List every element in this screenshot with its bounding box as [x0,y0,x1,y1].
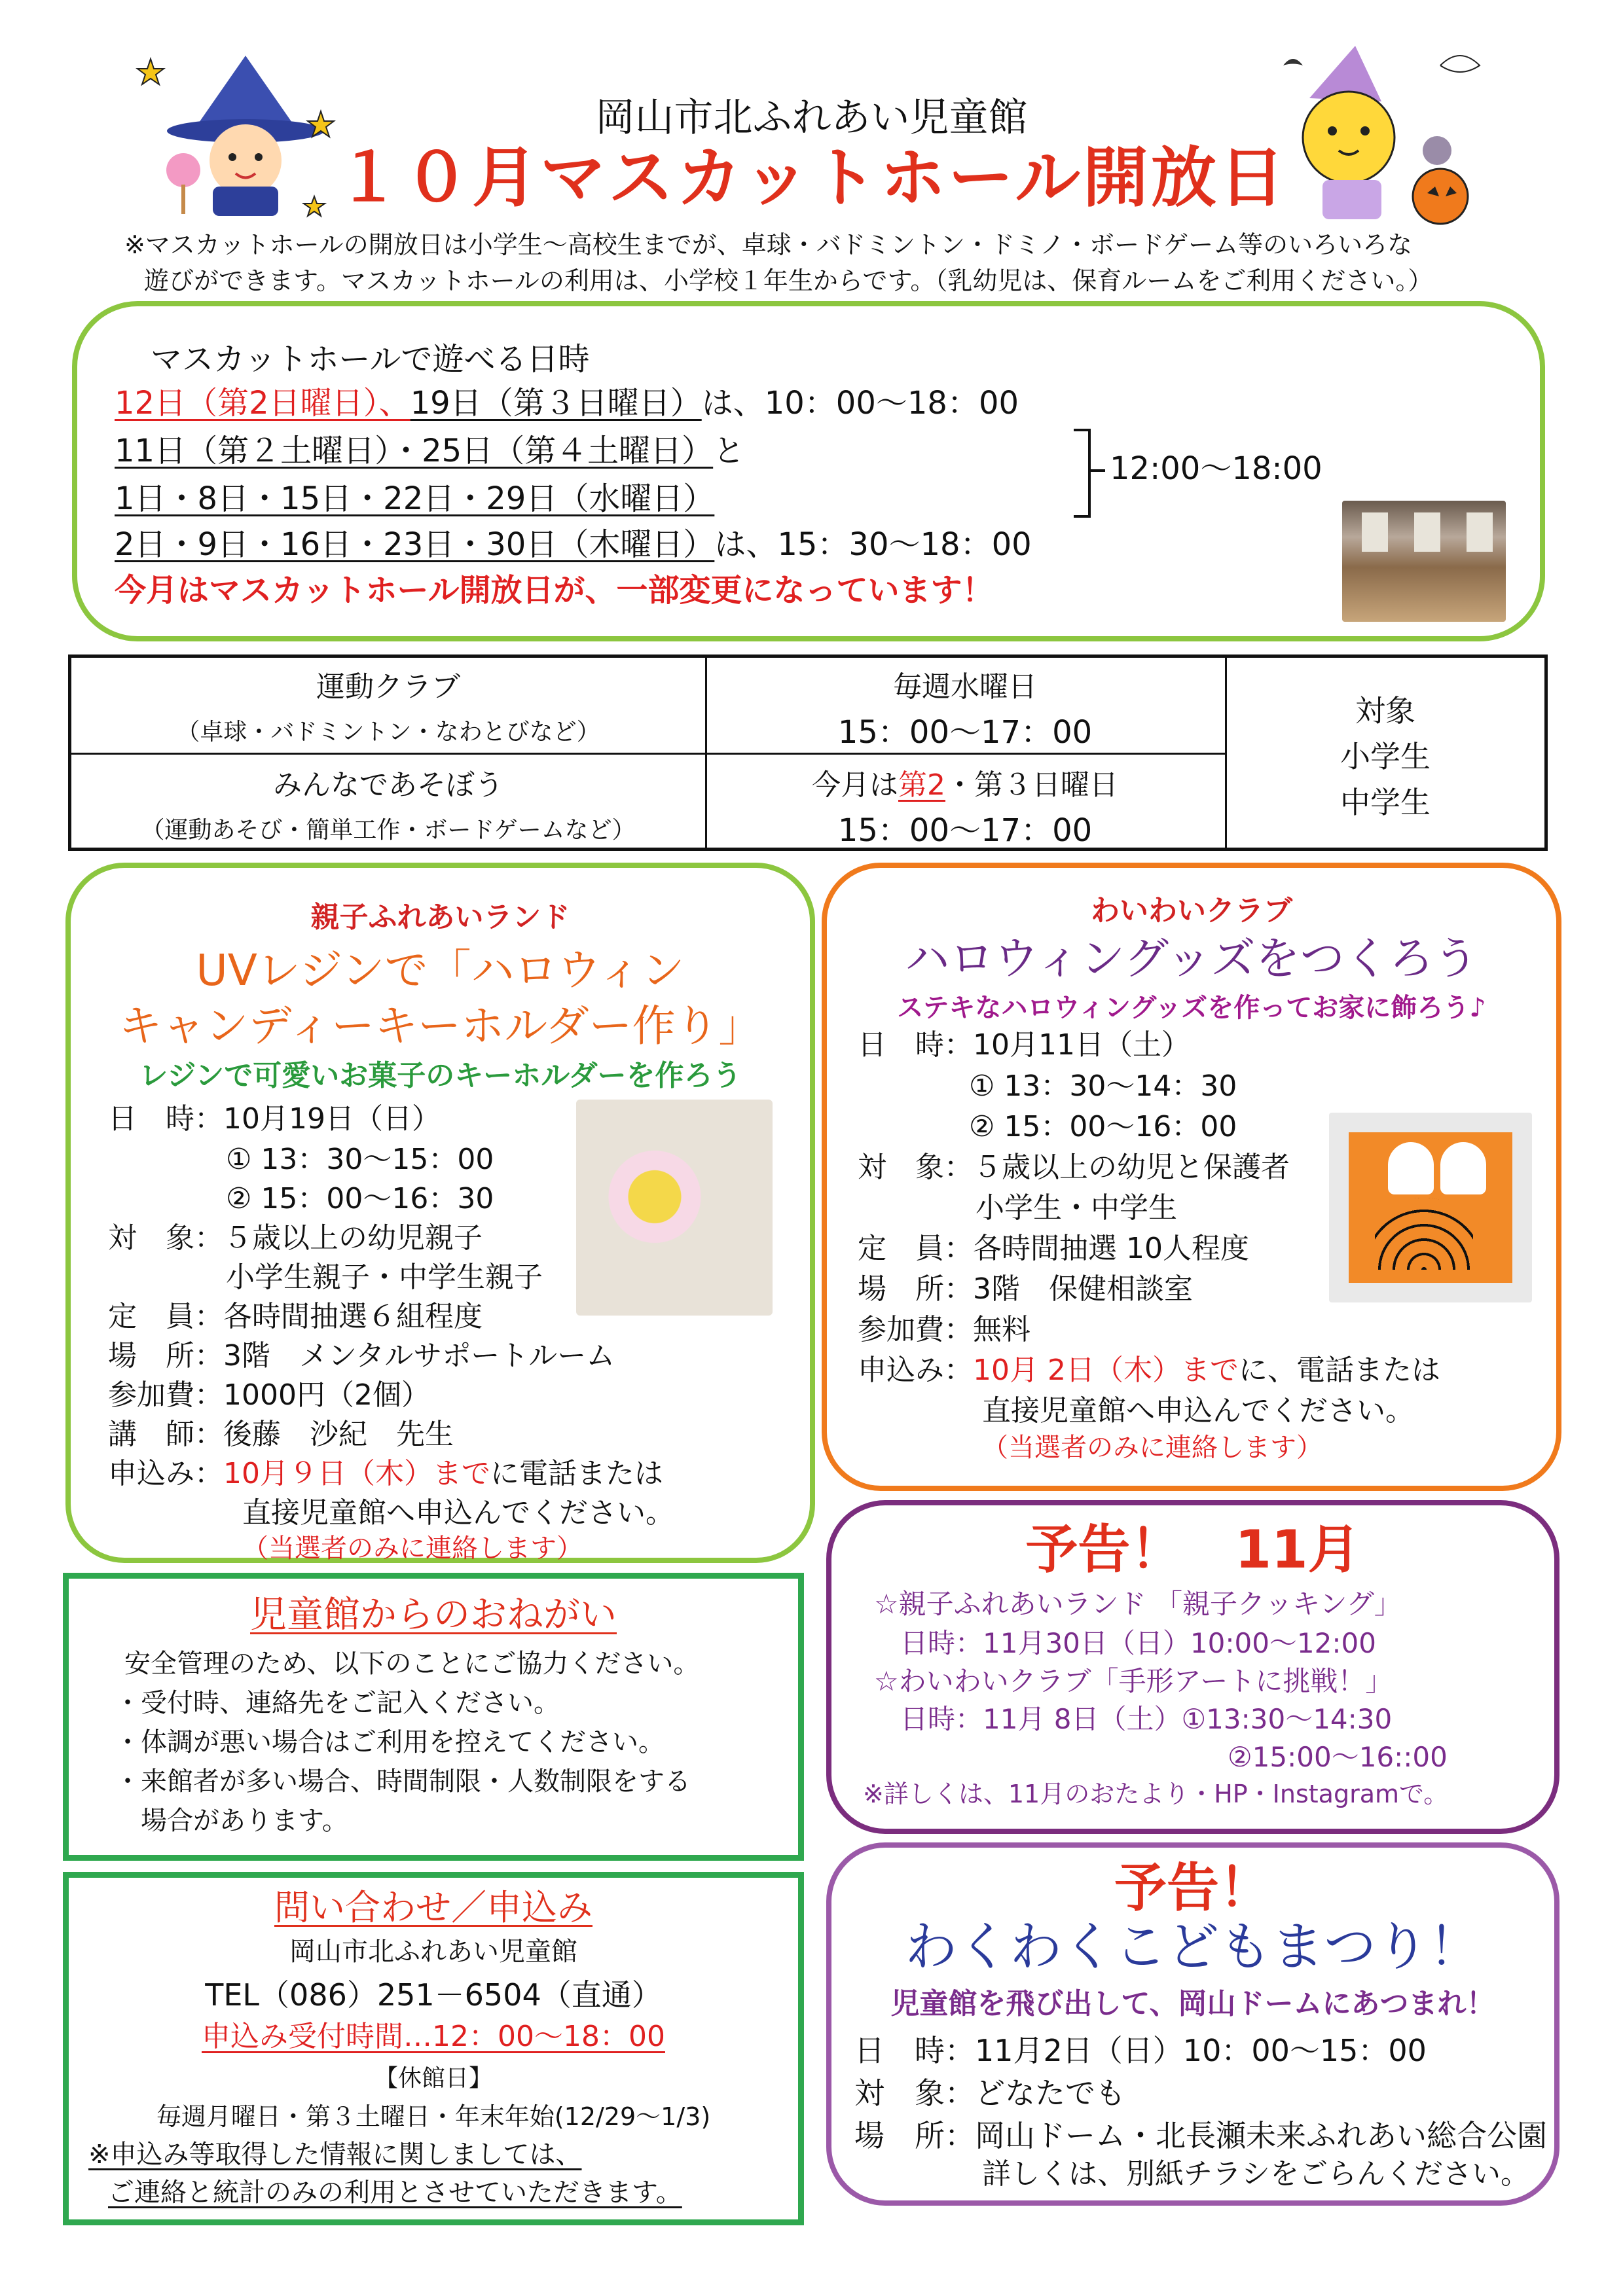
oyako-target-1: ５歳以上の幼児親子 [223,1221,483,1255]
waiwai-apply-deadline: 10月 2日（木）まで [973,1354,1239,1387]
schedule-line4-days: 2日・9日・16日・23日・30日（木曜日） [115,526,715,563]
oyako-capacity-row [108,1302,483,1331]
festival-target: どなたでも [975,2075,1125,2111]
waiwai-target-2: 小学生・中学生 [976,1191,1177,1225]
contact-closed-label: 【休館日】 [374,2065,492,2092]
schedule-line3-days: 1日・8日・15日・22日・29日（水曜日） [115,480,715,517]
oyako-subtitle: レジンで可愛いお菓子のキーホルダーを作ろう [139,1059,742,1092]
requests-item-3: ・来館者が多い場合、時間制限・人数制限をする [115,1767,691,1797]
schedule-notice: 今月はマスカットホール開放日が、一部変更になっています！ [115,572,994,609]
keyholder-photo [576,1100,773,1316]
schedule-line-2 [115,435,744,467]
table-target-2: 中学生 [1340,785,1431,820]
table-r2c1-sub: （運動あそび・簡単工作・ボードゲームなど） [141,817,636,844]
oyako-place: 3階 メンタルサポートルーム [223,1339,615,1372]
schedule-line2-days: 11日（第２土曜日）・25日（第４土曜日） [115,433,714,469]
oyako-place-label: 場 所： [108,1339,223,1372]
oyako-fee-label: 参加費： [108,1378,223,1412]
waiwai-place-row [858,1272,1193,1306]
waiwai-apply-2: 直接児童館へ申込んでください。 [982,1394,1414,1427]
november-note: ※詳しくは、11月のおたより・HP・Instagramで。 [863,1780,1449,1808]
requests-item-2: ・体調が悪い場合はご利用を控えてください。 [115,1727,665,1757]
waiwai-capacity-label: 定 員： [858,1232,973,1265]
waiwai-target-1: ５歳以上の幼児と保護者 [973,1151,1290,1184]
schedule-line1-days: 19日（第３日曜日） [410,385,702,422]
oyako-place-row [108,1339,615,1372]
november-item-2: ☆わいわいクラブ「手形アートに挑戦！」 [874,1665,1393,1697]
waiwai-fee-row [858,1313,1030,1346]
festival-title-1: 予告！ [1114,1857,1271,1918]
requests-intro: 安全管理のため、以下のことにご協力ください。 [124,1649,700,1679]
table-r2c2-pre: 今月は [812,768,898,802]
november-item-2-date: 日時：11月 8日（土）①13:30～14:30 [900,1703,1393,1735]
waiwai-place-label: 場 所： [858,1272,973,1306]
table-r2c2-red: 第2 [898,768,945,802]
contact-hours-text: 申込み受付時間…12：00～18：00 [202,2020,665,2053]
table-r2c2-post: ・第３日曜日 [945,768,1118,802]
oyako-apply-label: 申込み： [108,1457,223,1490]
table-r1c2-main: 毎週水曜日 [893,670,1037,704]
oyako-fee: 1000円（2個） [223,1378,430,1412]
oyako-target-row [108,1221,483,1255]
festival-title-2: わくわくこどもまつり！ [905,1916,1481,1977]
club-schedule-table [68,655,1548,851]
waiwai-label: わいわいクラブ [1091,894,1292,927]
waiwai-apply-rest: に、電話または [1238,1354,1440,1387]
waiwai-apply-note: （当選者のみに連絡します） [982,1433,1322,1463]
contact-privacy-2 [108,2179,682,2206]
contact-closed: 毎週月曜日・第３土曜日・年末年始(12/29～1/3) [156,2102,711,2131]
november-item-1: ☆親子ふれあいランド 「親子クッキング」 [874,1588,1402,1620]
oyako-apply-rest: に電話または [490,1457,663,1490]
bracket-time: 12:00～18:00 [1110,450,1322,487]
waiwai-capacity: 各時間抽選 10人程度 [973,1232,1249,1265]
oyako-apply-2: 直接児童館へ申込んでください。 [242,1496,674,1530]
oyako-teacher: 後藤 沙紀 先生 [223,1418,454,1451]
oyako-title-2: キャンディーキーホルダー作り」 [119,1001,762,1051]
contact-privacy-1 [88,2142,582,2168]
november-title: 予告！ 11月 [1025,1519,1360,1580]
contact-hours [63,2022,804,2051]
table-target-1: 小学生 [1340,739,1431,774]
oyako-title-1: UVレジンで「ハロウィン [196,945,685,996]
intro-note-line1: ※マスカットホールの開放日は小学生～高校生までが、卓球・バドミントン・ドミノ・ボードゲーム等のいろいろな [124,230,1413,259]
schedule-line4-time: は、15：30～18：00 [714,526,1032,563]
festival-subtitle: 児童館を飛び出して、岡山ドームにあつまれ！ [890,1987,1495,2020]
schedule-line-3 [115,480,715,517]
oyako-capacity-label: 定 員： [108,1300,223,1333]
table-r1c1-sub: （卓球・バドミントン・なわとびなど） [176,719,600,745]
oyako-slot-2: ② 15：00～16：30 [226,1182,494,1215]
oyako-date-row [108,1102,441,1136]
festival-note: 詳しくは、別紙チラシをごらんください。 [982,2157,1529,2191]
waiwai-apply-row [858,1356,1440,1385]
festival-target-label: 対 象： [854,2075,975,2111]
oyako-target-label: 対 象： [108,1221,223,1255]
waiwai-subtitle: ステキなハロウィングッズを作ってお家に飾ろう♪ [897,993,1486,1023]
table-r1c1-main: 運動クラブ [316,670,460,704]
oyako-label: 親子ふれあいランド [310,901,570,934]
waiwai-slot-1: ① 13：30～14：30 [969,1069,1237,1103]
hall-photo [1342,501,1506,622]
oyako-target-2: 小学生親子・中学生親子 [226,1261,543,1294]
oyako-teacher-label: 講 師： [108,1418,223,1451]
oyako-apply-note: （当選者のみに連絡します） [242,1534,583,1564]
table-r2c2-main [705,761,1225,803]
waiwai-slot-2: ② 15：00～16：00 [969,1110,1237,1143]
festival-place-row [854,2118,1547,2153]
festival-date: 11月2日（日）10：00～15：00 [975,2033,1427,2068]
contact-tel: TEL（086）251－6504（直通） [205,1977,662,2013]
intro-note-line2: 遊びができます。マスカットホールの利用は、小学校１年生からです。（乳幼児は、保育ルームをご利用ください。） [144,266,1433,295]
schedule-heading: マスカットホールで遊べる日時 [151,341,590,378]
waiwai-apply-label: 申込み： [858,1354,973,1387]
halloween-card-photo [1329,1113,1532,1302]
schedule-line1-time: は、10：00～18：00 [701,385,1019,422]
festival-target-row [854,2075,1125,2111]
festival-date-row [854,2033,1427,2068]
waiwai-date-row [858,1028,1190,1062]
waiwai-capacity-row [858,1234,1249,1263]
festival-place-label: 場 所： [854,2118,975,2153]
contact-org: 岡山市北ふれあい児童館 [289,1937,577,1967]
waiwai-date-label: 日 時： [858,1028,973,1062]
november-item-2-slot2: ②15:00～16::00 [1228,1741,1448,1773]
schedule-bracket [1074,429,1091,518]
waiwai-fee: 無料 [973,1313,1030,1346]
schedule-line2-tail: と [713,433,745,469]
table-r1c2-time: 15：00～17：00 [837,714,1093,751]
november-item-1-date: 日時：11月30日（日）10:00～12:00 [900,1627,1376,1659]
schedule-line-1 [115,385,1019,422]
table-r2c2-time: 15：00～17：00 [837,812,1093,849]
oyako-fee-row [108,1378,430,1412]
waiwai-target-row [858,1153,1290,1182]
table-r2c1-main: みんなであそぼう [273,768,503,802]
oyako-capacity: 各時間抽選６組程度 [223,1300,483,1333]
requests-title-text: 児童館からのおねがい [250,1594,617,1636]
oyako-teacher-row [108,1420,454,1449]
waiwai-fee-label: 参加費： [858,1313,973,1346]
contact-title-text: 問い合わせ／申込み [274,1887,593,1928]
schedule-bracket-tip [1088,469,1105,472]
contact-title [63,1887,804,1928]
requests-title [63,1594,804,1636]
festival-place: 岡山ドーム・北長瀬未来ふれあい総合公園 [975,2118,1547,2153]
waiwai-title: ハロウィングッズをつくろう [905,933,1478,985]
schedule-line1-red: 12日（第2日曜日）、 [115,385,410,422]
waiwai-date: 10月11日（土） [973,1028,1190,1062]
waiwai-target-label: 対 象： [858,1151,973,1184]
oyako-apply-deadline: 10月９日（木）まで [223,1457,490,1490]
requests-item-3-cont: 場合があります。 [141,1806,348,1836]
organization-name: 岡山市北ふれあい児童館 [595,95,1028,141]
requests-item-1: ・受付時、連絡先をご記入ください。 [115,1688,560,1718]
contact-privacy-2-text: ご連絡と統計のみの利用とさせていただきます。 [108,2178,682,2208]
festival-date-label: 日 時： [854,2033,975,2068]
schedule-line-4 [115,526,1032,563]
contact-privacy-1-text: ※申込み等取得した情報に関しましては、 [88,2140,582,2170]
oyako-slot-1: ① 13：30～15：00 [226,1143,494,1176]
oyako-date-label: 日 時： [108,1102,223,1136]
waiwai-place: 3階 保健相談室 [973,1272,1193,1306]
page-title: １０月マスカットホール開放日 [336,139,1287,216]
oyako-date: 10月19日（日） [223,1102,441,1136]
table-target-label: 対象 [1355,693,1415,728]
oyako-apply-row [108,1457,663,1490]
